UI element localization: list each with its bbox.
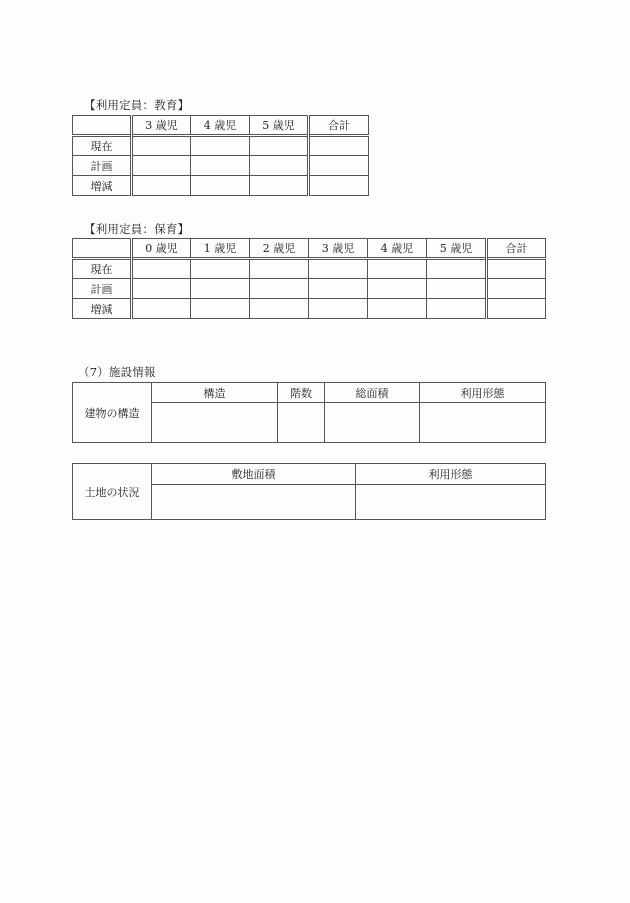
header-age-2: 2 歳児 [250,239,309,259]
land-status-table [72,463,546,520]
header-usage-type: 利用形態 [420,383,546,403]
cell[interactable] [191,259,250,279]
childcare-table-caption: 【利用定員：保育】 [84,222,190,236]
header-age-4: 4 歳児 [368,239,427,259]
structure-cell[interactable] [152,403,278,443]
childcare-capacity-table [72,238,546,319]
row-label-current: 現在 [73,136,132,156]
education-table-caption: 【利用定員：教育】 [84,98,190,112]
cell[interactable] [487,259,546,279]
header-total: 合計 [309,116,369,136]
cell[interactable] [250,176,309,196]
cell[interactable] [309,279,368,299]
building-structure-table [72,382,546,443]
cell[interactable] [250,136,309,156]
header-total: 合計 [487,239,546,259]
cell[interactable] [191,136,250,156]
cell[interactable] [132,279,191,299]
header-total-area: 総面積 [325,383,420,403]
cell[interactable] [487,279,546,299]
total-area-cell[interactable] [325,403,420,443]
table-row [73,259,546,279]
cell[interactable] [132,156,191,176]
land-row-label: 土地の状況 [73,464,152,520]
cell[interactable] [191,176,250,196]
cell[interactable] [132,299,191,319]
table-row [73,136,369,156]
table-header-row [73,116,369,136]
header-age-3: 3 歳児 [309,239,368,259]
cell[interactable] [191,279,250,299]
header-age-0: 0 歳児 [132,239,191,259]
row-label-change: 増減 [73,176,132,196]
cell[interactable] [250,259,309,279]
cell[interactable] [309,156,369,176]
cell[interactable] [309,176,369,196]
cell[interactable] [132,136,191,156]
table-header-row [73,383,546,403]
header-age-5: 5 歳児 [250,116,309,136]
table-header-row [73,239,546,259]
cell[interactable] [427,259,487,279]
cell[interactable] [250,279,309,299]
row-label-plan: 計画 [73,156,132,176]
cell[interactable] [309,299,368,319]
table-row [73,299,546,319]
header-floors: 階数 [278,383,325,403]
table-row [73,279,546,299]
cell[interactable] [309,136,369,156]
cell[interactable] [427,299,487,319]
cell[interactable] [132,176,191,196]
land-usage-type-cell[interactable] [356,485,546,520]
table-header-row [73,464,546,485]
cell[interactable] [250,299,309,319]
cell[interactable] [250,156,309,176]
table-row [73,156,369,176]
usage-type-cell[interactable] [420,403,546,443]
header-age-4: 4 歳児 [191,116,250,136]
site-area-cell[interactable] [152,485,356,520]
header-corner [73,116,132,136]
row-label-plan: 計画 [73,279,132,299]
cell[interactable] [132,259,191,279]
cell[interactable] [309,259,368,279]
table-row [73,176,369,196]
header-site-area: 敷地面積 [152,464,356,485]
header-corner [73,239,132,259]
education-capacity-table [72,115,369,196]
cell[interactable] [368,259,427,279]
building-row-label: 建物の構造 [73,383,152,443]
facility-section-heading: （7）施設情報 [78,365,156,379]
cell[interactable] [427,279,487,299]
cell[interactable] [191,156,250,176]
cell[interactable] [368,279,427,299]
row-label-current: 現在 [73,259,132,279]
cell[interactable] [191,299,250,319]
floors-cell[interactable] [278,403,325,443]
cell[interactable] [487,299,546,319]
header-structure: 構造 [152,383,278,403]
header-age-3: 3 歳児 [132,116,191,136]
cell[interactable] [368,299,427,319]
header-usage-type: 利用形態 [356,464,546,485]
header-age-5: 5 歳児 [427,239,487,259]
row-label-change: 増減 [73,299,132,319]
header-age-1: 1 歳児 [191,239,250,259]
